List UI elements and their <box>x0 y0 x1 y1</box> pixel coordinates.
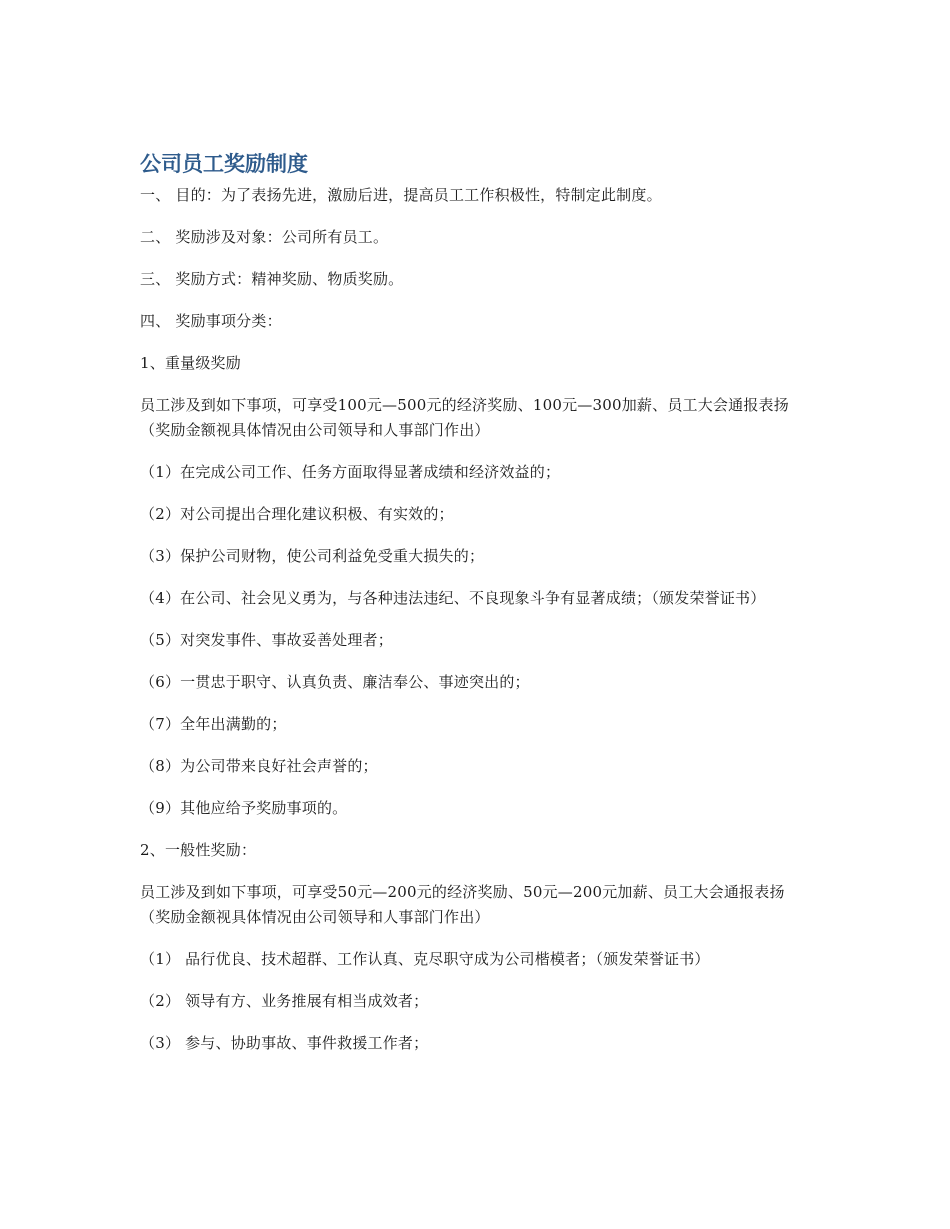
paragraph-major-desc: 员工涉及到如下事项，可享受100元—500元的经济奖励、100元—300加薪、员工大会通报表扬（奖励金额视具体情况由公司领导和人事部门作出） <box>140 396 789 439</box>
list-item: （5）对突发事件、事故妥善处理者； <box>140 631 393 649</box>
paragraph-method: 三、 奖励方式：精神奖励、物质奖励。 <box>140 270 404 288</box>
section-heading-major: 1、重量级奖励 <box>140 354 241 372</box>
document-body <box>140 148 808 1073</box>
list-item: （3） 参与、协助事故、事件救援工作者； <box>140 1034 429 1052</box>
paragraph-purpose: 一、 目的：为了表扬先进，激励后进，提高员工工作积极性，特制定此制度。 <box>140 186 662 204</box>
list-item: （8）为公司带来良好社会声誉的； <box>140 757 378 775</box>
paragraph-general-desc: 员工涉及到如下事项，可享受50元—200元的经济奖励、50元—200元加薪、员工大会通报表扬（奖励金额视具体情况由公司领导和人事部门作出） <box>140 883 785 926</box>
list-item: （6）一贯忠于职守、认真负责、廉洁奉公、事迹突出的； <box>140 673 530 691</box>
list-item: （3）保护公司财物，使公司利益免受重大损失的； <box>140 547 485 565</box>
list-item: （2） 领导有方、业务推展有相当成效者； <box>140 992 429 1010</box>
list-item: （7）全年出满勤的； <box>140 715 287 733</box>
list-item: （1）在完成公司工作、任务方面取得显著成绩和经济效益的； <box>140 463 561 481</box>
list-item: （1） 品行优良、技术超群、工作认真、克尽职守成为公司楷模者；（颁发荣誉证书） <box>140 950 710 968</box>
section-heading-general: 2、一般性奖励： <box>140 841 257 859</box>
document-title: 公司员工奖励制度 <box>140 152 308 176</box>
paragraph-scope: 二、 奖励涉及对象：公司所有员工。 <box>140 228 389 246</box>
paragraph-categories: 四、 奖励事项分类： <box>140 312 282 330</box>
list-item: （2）对公司提出合理化建议积极、有实效的； <box>140 505 454 523</box>
list-item: （9）其他应给予奖励事项的。 <box>140 799 348 817</box>
list-item: （4）在公司、社会见义勇为，与各种违法违纪、不良现象斗争有显著成绩；（颁发荣誉证书） <box>140 589 766 607</box>
